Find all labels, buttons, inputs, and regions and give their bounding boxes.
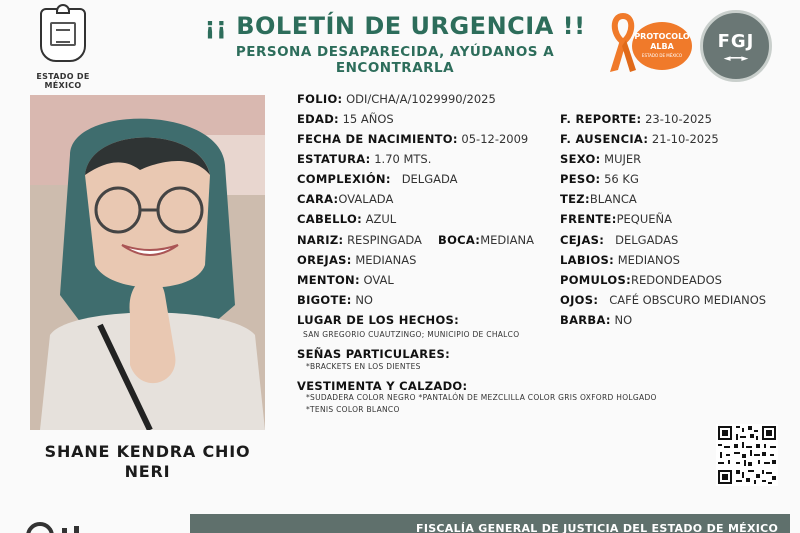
alba-line2: ALBA	[650, 42, 674, 51]
alba-line3: ESTADO DE MÉXICO	[641, 53, 683, 58]
estado-label: ESTADO DE MÉXICO	[36, 72, 90, 90]
senas-label: SEÑAS PARTICULARES:	[297, 347, 450, 361]
field-menton: MENTON: OVAL	[297, 273, 394, 287]
field-barba: BARBA: NO	[560, 313, 633, 327]
vestimenta-line1: *SUDADERA COLOR NEGRO *PANTALÓN DE MEZCLILLA COLOR GRIS OXFORD HOLGADO	[306, 393, 657, 402]
field-nariz: NARIZ: RESPINGADA	[297, 233, 422, 247]
estado-de-mexico-logo	[18, 8, 108, 90]
field-pomulos: POMULOS:REDONDEADOS	[560, 273, 722, 287]
coat-of-arms-icon	[40, 8, 86, 62]
field-cejas: CEJAS: DELGADAS	[560, 233, 679, 247]
field-frente: FRENTE:PEQUEÑA	[560, 212, 672, 226]
field-complexion: COMPLEXIÓN: DELGADA	[297, 172, 458, 186]
footer-logo-partial	[24, 518, 144, 533]
bulletin-title-block	[180, 12, 610, 76]
lugar-value: SAN GREGORIO CUAUTZINGO; MUNICIPIO DE CHALCO	[303, 330, 520, 339]
field-sexo: SEXO: MUJER	[560, 152, 642, 166]
fgj-seal	[700, 10, 772, 82]
field-orejas: OREJAS: MEDIANAS	[297, 253, 417, 267]
person-name-line2: NERI	[124, 462, 171, 481]
senas-value: *BRACKETS EN LOS DIENTES	[306, 362, 421, 371]
vestimenta-label: VESTIMENTA Y CALZADO:	[297, 379, 468, 393]
portrait-image	[30, 95, 265, 430]
qr-code-icon[interactable]	[716, 424, 778, 486]
bulletin-subtitle: PERSONA DESAPARECIDA, AYÚDANOS A ENCONTRARLA	[235, 44, 555, 76]
field-edad: EDAD: 15 AÑOS	[297, 112, 394, 126]
vestimenta-line2: *TENIS COLOR BLANCO	[306, 405, 400, 414]
person-name	[30, 442, 265, 482]
missing-person-photo	[30, 95, 265, 430]
field-labios: LABIOS: MEDIANOS	[560, 253, 680, 267]
field-estatura: ESTATURA: 1.70 MTS.	[297, 152, 432, 166]
field-f-ausencia: F. AUSENCIA: 21-10-2025	[560, 132, 719, 146]
field-f-reporte: F. REPORTE: 23-10-2025	[560, 112, 712, 126]
field-peso: PESO: 56 KG	[560, 172, 639, 186]
bulletin-title: ¡¡ BOLETÍN DE URGENCIA !!	[204, 12, 586, 40]
field-bigote: BIGOTE: NO	[297, 293, 373, 307]
fgj-label: FGJ	[717, 31, 755, 52]
protocolo-alba-logo	[608, 12, 692, 76]
lugar-label: LUGAR DE LOS HECHOS:	[297, 313, 460, 327]
field-ojos: OJOS: CAFÉ OBSCURO MEDIANOS	[560, 293, 767, 307]
wings-icon: ◄━━►	[723, 54, 749, 64]
footer-bar	[190, 514, 790, 533]
field-cabello: CABELLO: AZUL	[297, 212, 397, 226]
field-tez: TEZ:BLANCA	[560, 192, 637, 206]
field-cara: CARA:OVALADA	[297, 192, 394, 206]
field-fecha-nacimiento: FECHA DE NACIMIENTO: 05-12-2009	[297, 132, 529, 146]
field-boca: BOCA:MEDIANA	[438, 233, 534, 247]
alba-line1: PROTOCOLO	[634, 32, 690, 41]
person-name-line1: SHANE KENDRA CHIO	[44, 442, 251, 461]
footer-text: FISCALÍA GENERAL DE JUSTICIA DEL ESTADO DE MÉXICO	[416, 522, 779, 533]
field-folio: FOLIO: ODI/CHA/A/1029990/2025	[297, 92, 496, 106]
